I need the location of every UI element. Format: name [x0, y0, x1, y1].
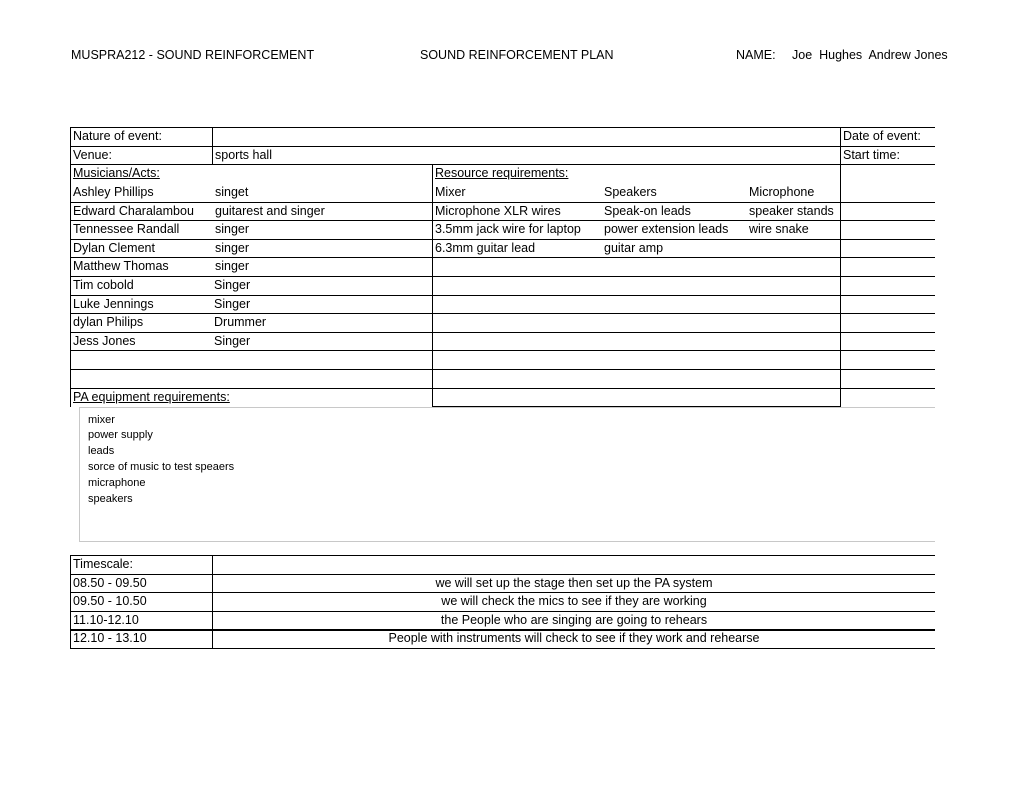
pa-item: sorce of music to test speaers — [88, 461, 235, 473]
resource-item: Mixer — [435, 185, 466, 199]
resource-item: speaker stands — [749, 204, 834, 218]
pa-item: leads — [88, 445, 115, 457]
musician-role: Drummer — [214, 315, 267, 329]
venue-value: sports hall — [215, 148, 272, 162]
pa-equipment-box — [79, 407, 935, 542]
date-of-event-label: Date of event: — [843, 129, 921, 143]
start-time-label: Start time: — [843, 148, 900, 162]
resource-item: 3.5mm jack wire for laptop — [435, 222, 581, 236]
timescale-label: Timescale: — [73, 557, 133, 571]
musician-name: Tennessee Randall — [73, 222, 180, 236]
musician-role: guitarest and singer — [215, 204, 325, 218]
resource-item: wire snake — [749, 222, 809, 236]
pa-item: power supply — [88, 429, 153, 441]
musician-role: Singer — [214, 297, 251, 311]
timescale-time: 08.50 - 09.50 — [73, 576, 147, 590]
resource-item: Speak-on leads — [604, 204, 691, 218]
musician-role: singet — [215, 185, 249, 199]
musician-name: Ashley Phillips — [73, 185, 154, 199]
musician-role: singer — [215, 222, 250, 236]
musician-name: Edward Charalambou — [73, 204, 194, 218]
timescale-task: the People who are singing are going to rehears — [440, 613, 708, 627]
resource-item: power extension leads — [604, 222, 729, 236]
timescale-time: 12.10 - 13.10 — [73, 631, 147, 645]
resource-item: Microphone XLR wires — [435, 204, 561, 218]
timescale-task: People with instruments will check to see if they work and rehearse — [388, 631, 760, 645]
name-label: NAME: — [736, 48, 776, 62]
musician-name: Matthew Thomas — [73, 259, 169, 273]
musician-role: Singer — [214, 334, 251, 348]
musician-name: dylan Philips — [73, 315, 144, 329]
resource-item: guitar amp — [604, 241, 664, 255]
course-title: MUSPRA212 - SOUND REINFORCEMENT — [71, 48, 315, 62]
timescale-task: we will set up the stage then set up the PA system — [435, 576, 713, 590]
pa-item: mixer — [88, 414, 115, 426]
timescale-time: 11.10-12.10 — [73, 613, 139, 627]
resources-label: Resource requirements: — [435, 166, 569, 180]
musicians-label: Musicians/Acts: — [73, 166, 160, 180]
venue-label: Venue: — [73, 148, 112, 162]
musician-name: Jess Jones — [73, 334, 136, 348]
musician-name: Tim cobold — [73, 278, 134, 292]
timescale-time: 09.50 - 10.50 — [73, 594, 147, 608]
pa-item: micraphone — [88, 477, 146, 489]
resource-item: Microphone — [749, 185, 815, 199]
musician-role: Singer — [214, 278, 251, 292]
document-title: SOUND REINFORCEMENT PLAN — [420, 48, 614, 62]
resource-item: Speakers — [604, 185, 657, 199]
musician-name: Luke Jennings — [73, 297, 154, 311]
pa-item: speakers — [88, 493, 133, 505]
nature-of-event-label: Nature of event: — [73, 129, 162, 143]
resource-item: 6.3mm guitar lead — [435, 241, 536, 255]
name-value: Joe Hughes Andrew Jones — [792, 48, 948, 62]
timescale-task: we will check the mics to see if they are working — [441, 594, 707, 608]
pa-equipment-label: PA equipment requirements: — [73, 390, 230, 404]
musician-role: singer — [215, 241, 250, 255]
musician-role: singer — [215, 259, 250, 273]
musician-name: Dylan Clement — [73, 241, 155, 255]
